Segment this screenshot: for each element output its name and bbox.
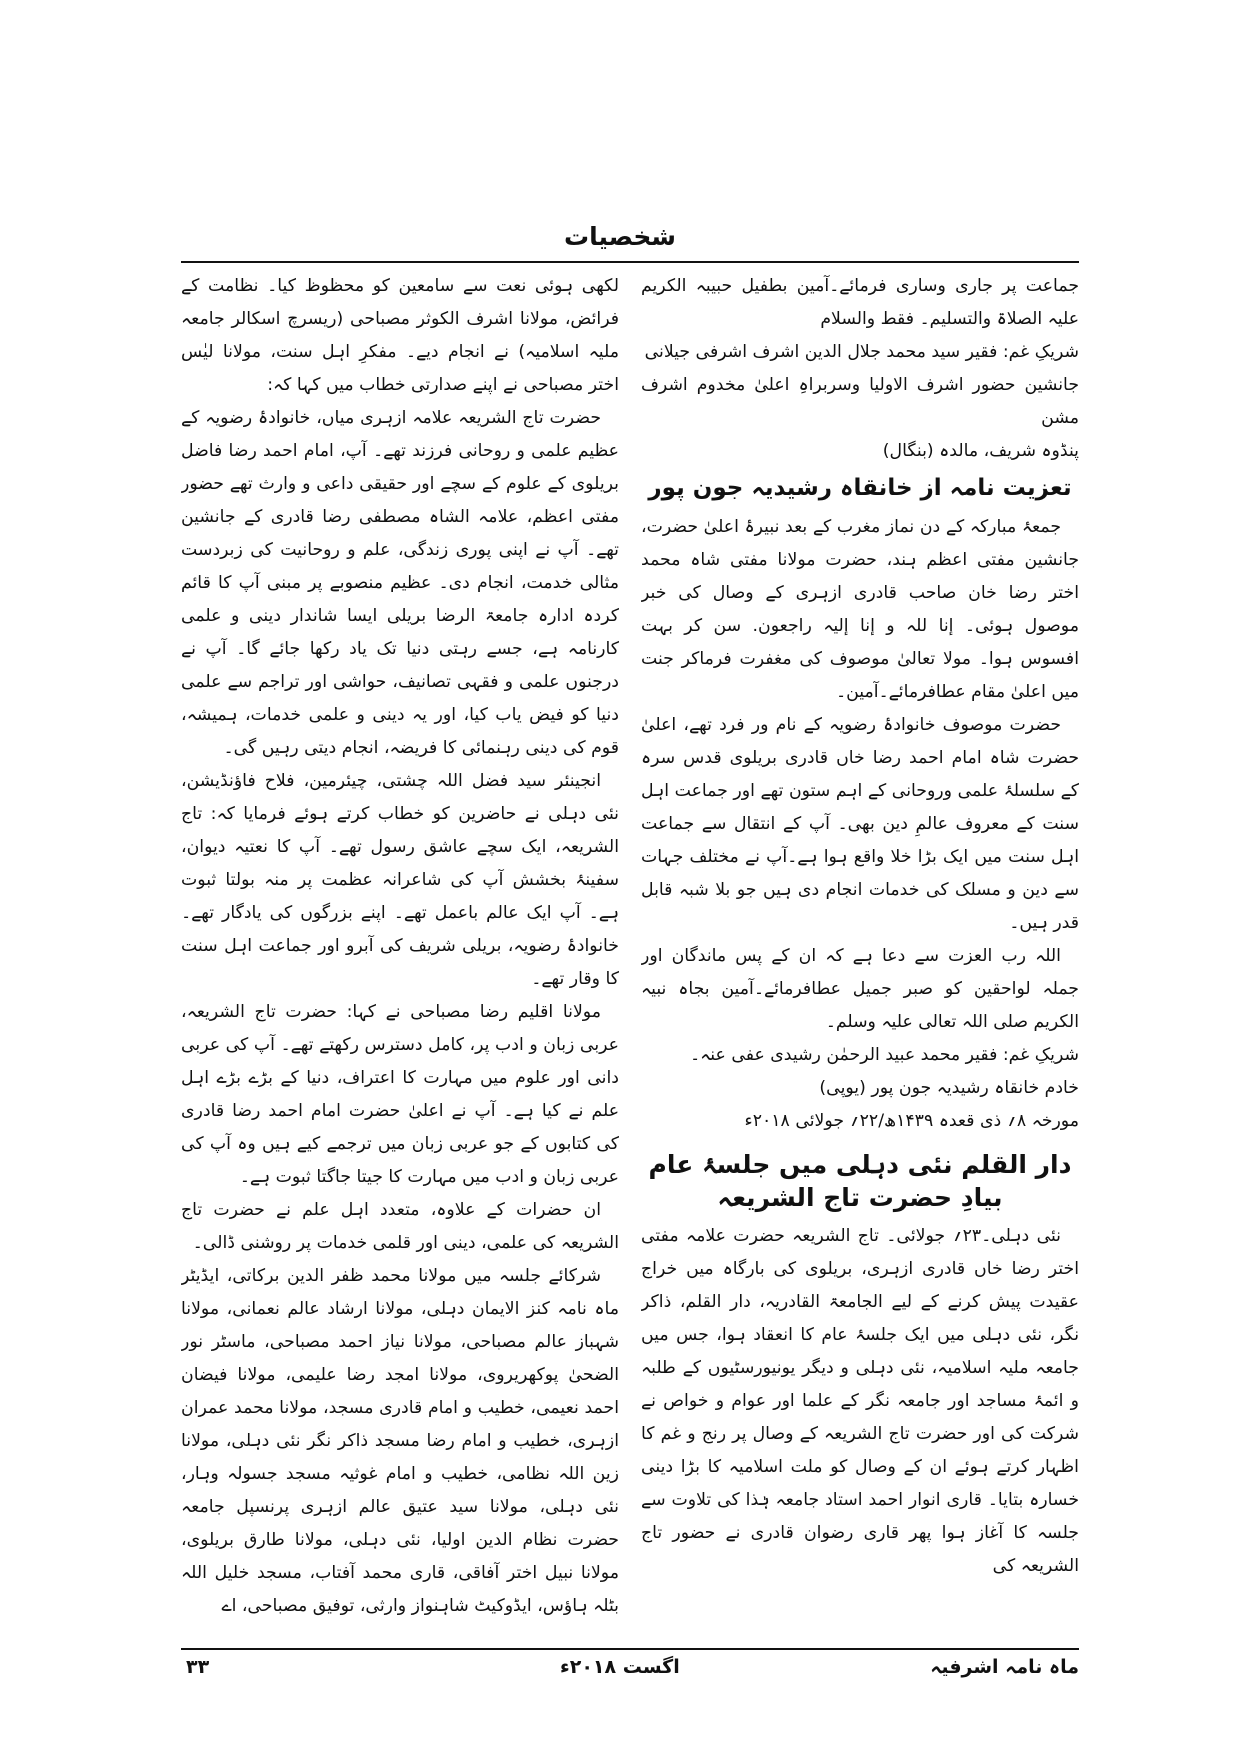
signature-line: شریکِ غم: فقیر محمد عبید الرحمٰن رشیدی عفی عنہ۔ xyxy=(690,1045,1079,1065)
magazine-name: ماہ نامہ اشرفیہ xyxy=(930,1656,1079,1678)
paragraph: مولانا اقلیم رضا مصباحی نے کہا: حضرت تاج الشریعہ، عربی زبان و ادب پر، کامل دسترس رکھتے تھے۔ آپ کی عربی دانی اور علوم میں مہارت کا اعتراف، دنیا کے بڑے بڑے اہل علم نے کیا ہے۔ آپ نے اعلیٰ حضرت امام احمد رضا قادری کی کتابوں کے جو عربی زبان میں ترجمے کیے ہیں وہ آپ کی عربی زبان و ادب میں مہارت کا جیتا جاگتا ثبوت ہے۔ xyxy=(181,1002,619,1187)
article-heading: دار القلم نئی دہلی میں جلسۂ عام بیادِ حضرت تاج الشریعہ xyxy=(648,1150,1072,1212)
paragraph: اللہ رب العزت سے دعا ہے کہ ان کے پس ماندگان اور جملہ لواحقین کو صبر جمیل عطافرمائے۔آمین بجاہ نبیہ الکریم صلی اللہ تعالی علیہ وسلم۔ xyxy=(641,946,1079,1032)
section-title: شخصیات xyxy=(564,222,676,251)
signature-line: پنڈوہ شریف، مالدہ (بنگال) xyxy=(882,441,1079,461)
right-column xyxy=(641,270,1079,1640)
signature-line: شریکِ غم: فقیر سید محمد جلال الدین اشرف اشرفی جیلانی xyxy=(644,342,1079,362)
signature-line: خادم خانقاہ رشیدیہ جون پور (یوپی) xyxy=(819,1078,1079,1098)
paragraph: انجینئر سید فضل اللہ چشتی، چیئرمین، فلاح فاؤنڈیشن، نئی دہلی نے حاضرین کو خطاب کرتے ہوئے فرمایا کہ: تاج الشریعہ، ایک سچے عاشق رسول تھے۔ آپ کا نعتیہ دیوان، سفینۂ بخشش آپ کی شاعرانہ عظمت پر منہ بولتا ثبوت ہے۔ آپ ایک عالم باعمل تھے۔ اپنے بزرگوں کی یادگار تھے۔ خانوادۂ رضویہ، بریلی شریف کی آبرو اور جماعت اہل سنت کا وقار تھے۔ xyxy=(181,771,619,989)
paragraph: حضرت موصوف خانوادۂ رضویہ کے نام ور فرد تھے، اعلیٰ حضرت شاہ امام احمد رضا خاں قادری بریلوی قدس سرہ کے سلسلۂ علمی وروحانی کے اہم ستون تھے اور جماعت اہل سنت کے معروف عالمِ دین بھی۔ آپ کے انتقال سے جماعت اہل سنت میں ایک بڑا خلا واقع ہوا ہے۔آپ نے مختلف جہات سے دین و مسلک کی خدمات انجام دی ہیں جو بلا شبہ قابل قدر ہیں۔ xyxy=(641,715,1079,933)
header-rule xyxy=(181,261,1079,263)
paragraph: شرکائے جلسہ میں مولانا محمد ظفر الدین برکاتی، ایڈیٹر ماہ نامہ کنز الایمان دہلی، مولانا ارشاد عالم نعمانی، مولانا شہباز عالم مصباحی، مولانا نیاز احمد مصباحی، ماسٹر نور الضحیٰ پوکھریروی، مولانا امجد رضا علیمی، مولانا فیضان احمد نعیمی، خطیب و امام قادری مسجد، مولانا محمد عمران ازہری، خطیب و امام رضا مسجد ذاکر نگر نئی دہلی، مولانا زین اللہ نظامی، خطیب و امام غوثیہ مسجد جسولہ وہار، نئی دہلی، مولانا سید عتیق عالم ازہری پرنسپل جامعہ حضرت نظام الدین اولیا، نئی دہلی، مولانا طارق بریلوی، مولانا نبیل اختر آفاقی، قاری محمد آفتاب، مسجد خلیل اللہ بٹلہ ہاؤس، ایڈوکیٹ شاہنواز وارثی، توفیق مصباحی، اے xyxy=(181,1266,619,1616)
signature-line: جانشین حضور اشرف الاولیا وسربراہِ اعلیٰ مخدوم اشرف مشن xyxy=(641,375,1079,428)
page-number: ۳۳ xyxy=(186,1656,210,1678)
paragraph: نئی دہلی۔۲۳؍ جولائی۔ تاج الشریعہ حضرت علامہ مفتی اختر رضا خاں قادری ازہری، بریلوی کی بارگاہ میں خراج عقیدت پیش کرنے کے لیے الجامعۃ القادریہ، دار القلم، ذاکر نگر، نئی دہلی میں ایک جلسۂ عام کا انعقاد ہوا، جس میں جامعہ ملیہ اسلامیہ، نئی دہلی و دیگر یونیورسٹیوں کے طلبہ و ائمۂ مساجد اور جامعہ نگر کے علما اور عوام و خواص نے شرکت کی اور حضرت تاج الشریعہ کے وصال پر رنج و غم کا اظہار کرتے ہوئے ان کے وصال کو ملت اسلامیہ کا بڑا دینی خسارہ بتایا۔ قاری انوار احمد استاد جامعہ ہٰذا کی تلاوت سے جلسہ کا آغاز ہوا پھر قاری رضوان قادری نے حضور تاج الشریعہ کی xyxy=(641,1226,1079,1576)
paragraph: لکھی ہوئی نعت سے سامعین کو محظوظ کیا۔ نظامت کے فرائض، مولانا اشرف الکوثر مصباحی (ریسرچ اسکالر جامعہ ملیہ اسلامیہ) نے انجام دیے۔ مفکرِ اہل سنت، مولانا لیٰس اختر مصباحی نے اپنے صدارتی خطاب میں کہا کہ: xyxy=(181,276,619,395)
footer-rule xyxy=(181,1648,1079,1650)
article-heading: تعزیت نامہ از خانقاہ رشیدیہ جون پور xyxy=(648,475,1072,501)
left-column xyxy=(181,270,619,1640)
paragraph: جماعت پر جاری وساری فرمائے۔آمین بطفیل حبیبہ الکریم علیہ الصلاۃ والتسلیم۔ فقط والسلام xyxy=(641,276,1079,329)
date-line: مورخہ ۸؍ ذی قعدہ ۱۴۳۹ھ/۲۲؍ جولائی ۲۰۱۸ء xyxy=(744,1111,1079,1131)
paragraph: حضرت تاج الشریعہ علامہ ازہری میاں، خانوادۂ رضویہ کے عظیم علمی و روحانی فرزند تھے۔ آپ، امام احمد رضا فاضل بریلوی کے علوم کے سچے اور حقیقی داعی و وارث تھے حضور مفتی اعظم، علامہ الشاہ مصطفی رضا قادری کے جانشین تھے۔ آپ نے اپنی پوری زندگی، علم و روحانیت کی زبردست مثالی خدمت، انجام دی۔ عظیم منصوبے پر مبنی آپ کا قائم کردہ ادارہ جامعۃ الرضا بریلی ایسا شاندار دینی و علمی کارنامہ ہے، جسے رہتی دنیا تک یاد رکھا جائے گا۔ آپ نے درجنوں علمی و فقہی تصانیف، حواشی اور تراجم سے علمی دنیا کو فیض یاب کیا، اور یہ دینی و علمی خدمات، ہمیشہ، قوم کی دینی رہنمائی کا فریضہ، انجام دیتی رہیں گی۔ xyxy=(181,408,619,758)
paragraph: ان حضرات کے علاوہ، متعدد اہل علم نے حضرت تاج الشریعہ کی علمی، دینی اور قلمی خدمات پر روشنی ڈالی۔ xyxy=(181,1200,619,1253)
paragraph: جمعۂ مبارکہ کے دن نماز مغرب کے بعد نبیرۂ اعلیٰ حضرت، جانشین مفتی اعظم ہند، حضرت مولانا مفتی شاہ محمد اختر رضا خان صاحب قادری ازہری کے وصال کی خبر موصول ہوئی۔ إنا للہ و إنا إلیہ راجعون. سن کر بہت افسوس ہوا۔ مولا تعالیٰ موصوف کی مغفرت فرماکر جنت میں اعلیٰ مقام عطافرمائے۔آمین۔ xyxy=(641,517,1079,702)
issue-date: اگست ۲۰۱۸ء xyxy=(560,1656,680,1678)
